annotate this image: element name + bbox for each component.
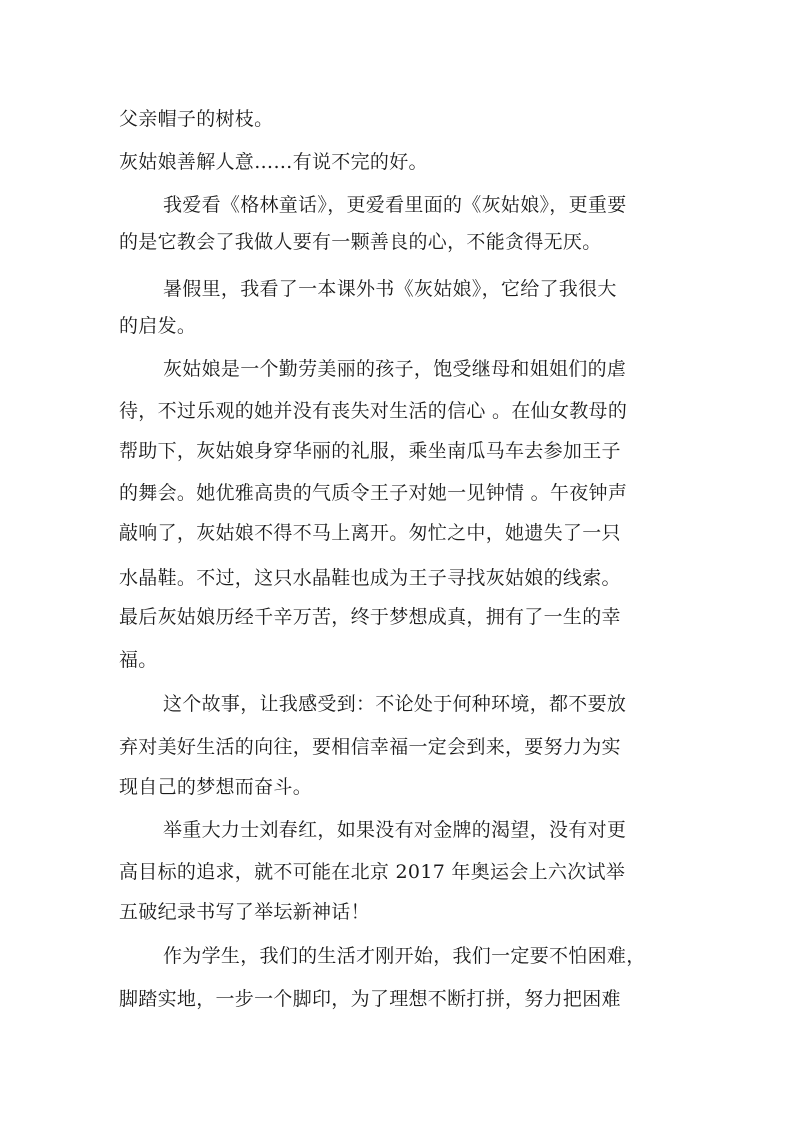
text-line: 举重大力士刘春红，如果没有对金牌的渴望，没有对更 <box>163 819 627 841</box>
text-line: 父亲帽子的树枝。 <box>119 108 274 130</box>
text-line: 这个故事，让我感受到：不论处于何种环境，都不要放 <box>163 693 627 715</box>
text-line: 的是它教会了我做人要有一颗善良的心，不能贪得无厌。 <box>119 231 602 253</box>
text-line: 我爱看《格林童话》，更爱看里面的《灰姑娘》，更重要 <box>163 194 627 216</box>
text-line: 现自己的梦想而奋斗。 <box>119 776 313 798</box>
text-line: 灰姑娘是一个勤劳美丽的孩子，饱受继母和姐姐们的虐 <box>163 358 627 380</box>
text-line: 水晶鞋。不过，这只水晶鞋也成为王子寻找灰姑娘的线索。 <box>119 567 621 589</box>
text-line: 待，不过乐观的她并没有丧失对生活的信心 。在仙女教母的 <box>119 400 628 422</box>
text-line: 脚踏实地，一步一个脚印，为了理想不断打拼，努力把困难 <box>119 988 621 1010</box>
text-line: 暑假里，我看了一本课外书《灰姑娘》，它给了我很大 <box>163 278 617 300</box>
text-line: 弃对美好生活的向往，要相信幸福一定会到来，要努力为实 <box>119 736 621 758</box>
text-line: 最后灰姑娘历经千辛万苦，终于梦想成真，拥有了一生的幸 <box>119 606 621 628</box>
text-line: 的启发。 <box>119 315 197 337</box>
text-line: 敲响了，灰姑娘不得不马上离开。匆忙之中，她遗失了一只 <box>119 522 621 544</box>
text-line: 帮助下，灰姑娘身穿华丽的礼服，乘坐南瓜马车去参加王子 <box>119 440 621 462</box>
text-line: 五破纪录书写了举坛新神话！ <box>119 901 370 923</box>
text-line: 福。 <box>119 649 158 671</box>
text-line: 灰姑娘善解人意……有说不完的好。 <box>119 151 428 173</box>
text-line: 的舞会。她优雅高贵的气质令王子对她一见钟情 。午夜钟声 <box>119 482 628 504</box>
text-line: 高目标的追求，就不可能在北京 2017 年奥运会上六次试举 <box>119 861 626 883</box>
text-line: 作为学生，我们的生活才刚开始，我们一定要不怕困难， <box>163 945 646 967</box>
